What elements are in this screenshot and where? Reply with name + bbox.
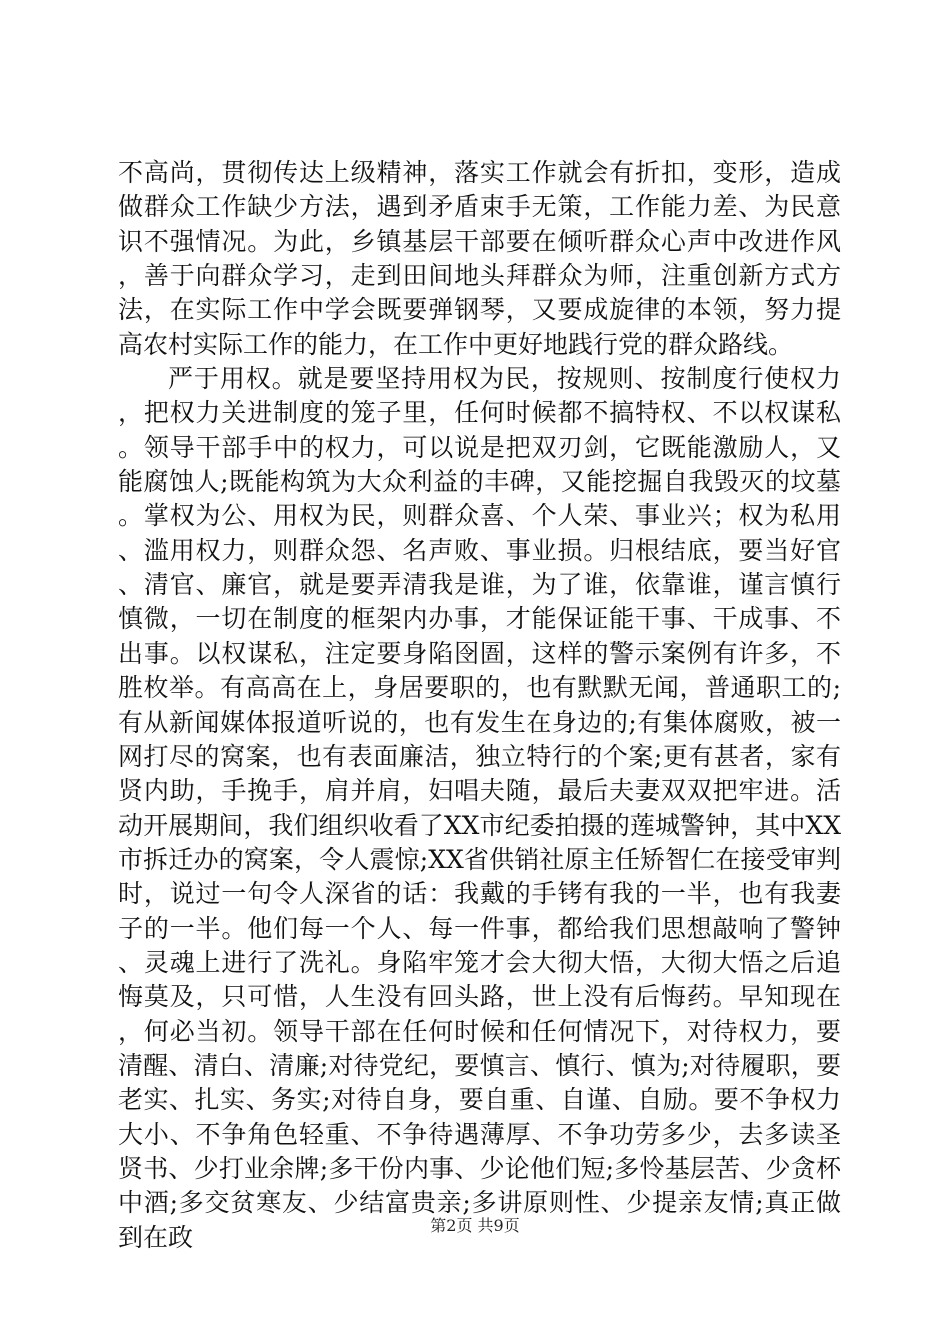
paragraph-2: 严于用权。就是要坚持用权为民，按规则、按制度行使权力，把权力关进制度的笼子里，任何时候都不搞特权、不以权谋私。领导干部手中的权力，可以说是把双刃剑，它既能激励人，又能腐蚀人;既能构筑为大众利益的丰碑，又能挖掘自我毁灭的坟墓。掌权为公、用权为民，则群众喜、个人荣、事业兴；权为私用、滥用权力，则群众怨、名声败、事业损。归根结底，要当好官、清官、廉官，就是要弄清我是谁，为了谁，依靠谁，谨言慎行慎微，一切在制度的框架内办事，才能保证能干事、干成事、不出事。以权谋私，注定要身陷囹圄，这样的警示案例有许多，不胜枚举。有高高在上，身居要职的，也有默默无闻，普通职工的;有从新闻媒体报道听说的，也有发生在身边的;有集体腐败，被一网打尽的窝案，也有表面廉洁，独立特行的个案;更有甚者，家有贤内助，手挽手，肩并肩，妇唱夫随，最后夫妻双双把牢进。活动开展期间，我们组织收看了XX市纪委拍摄的莲城警钟，其中XX市拆迁办的窝案，令人震惊;XX省供销社原主任矫智仁在接受审判时，说过一句令人深省的话：我戴的手铐有我的一半，也有我妻子的一半。他们每一个人、每一件事，都给我们思想敲响了警钟、灵魂上进行了洗礼。身陷牢笼才会大彻大悟，大彻大悟之后追悔莫及，只可惜，人生没有回头路，世上没有后悔药。早知现在，何必当初。领导干部在任何时候和任何情况下，对待权力，要清醒、清白、清廉;对待党纪，要慎言、慎行、慎为;对待履职，要老实、扎实、务实;对待自身，要自重、自谨、自励。要不争权力大小、不争角色轻重、不争待遇薄厚、不争功劳多少，去多读圣贤书、少打业余牌;多干份内事、少论他们短;多怜基层苦、少贪杯中酒;多交贫寒友、少结富贵亲;多讲原则性、少提亲友情;真正做到在政: [118, 364, 841, 1252]
paragraph-1: 不高尚，贯彻传达上级精神，落实工作就会有折扣，变形，造成做群众工作缺少方法，遇到矛盾束手无策，工作能力差、为民意识不强情况。为此，乡镇基层干部要在倾听群众心声中改进作风，善于向群众学习，走到田间地头拜群众为师，注重创新方式方法，在实际工作中学会既要弹钢琴，又要成旋律的本领，努力提高农村实际工作的能力，在工作中更好地践行党的群众路线。: [118, 158, 841, 359]
document-body: [118, 156, 841, 1255]
page-number-footer: 第2页 共9页: [430, 1216, 520, 1235]
